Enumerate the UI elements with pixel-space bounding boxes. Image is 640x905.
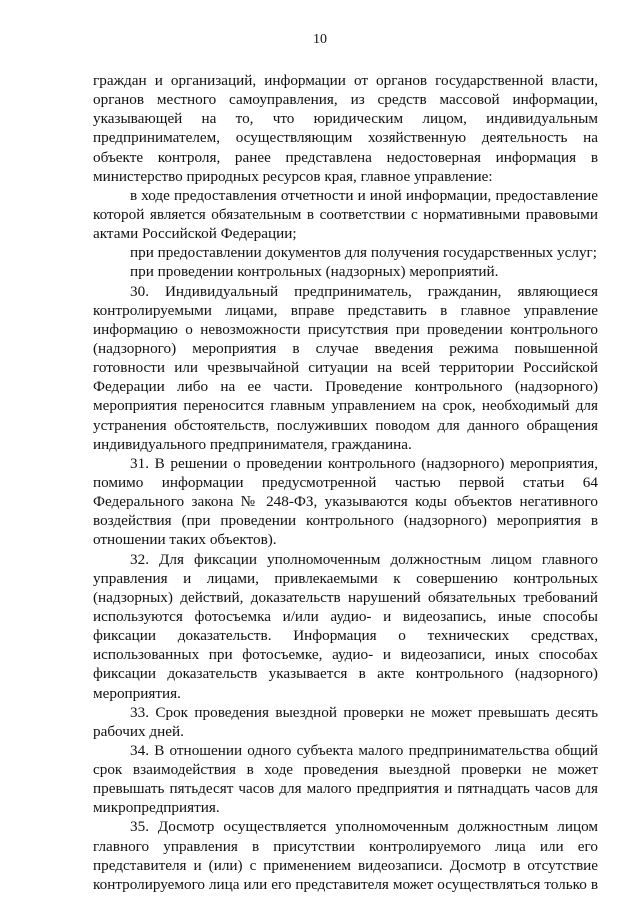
text-line: рабочих дней.	[93, 722, 184, 740]
text-line: индивидуального предпринимателя, гражданина.	[93, 435, 412, 453]
text-line: контролируемого лица или его представителя может осуществляться только в	[93, 875, 598, 893]
text-line: информацию о невозможности присутствия при проведении контрольного	[93, 320, 598, 338]
text-line: использованных при фотосъемке, аудио- и видеозаписи, иных способах	[93, 646, 598, 664]
text-line: используются фотосъемка и/или аудио- и видеозапись, иные способы	[93, 607, 598, 625]
text-line: указывающей на то, что юридическим лицом, индивидуальным	[93, 110, 598, 128]
text-line: 31. В решении о проведении контрольного (надзорного) мероприятия,	[130, 454, 598, 472]
text-line: срок взаимодействия в ходе проведения выездной проверки не может	[93, 761, 598, 779]
text-line: которой является обязательным в соответствии с нормативными правовыми	[93, 205, 598, 223]
page-number: 10	[313, 32, 327, 47]
text-line: мероприятия переносится главным управлением на срок, необходимый для	[93, 397, 598, 415]
text-line: главного управления в присутствии контролируемого лица или его	[93, 837, 598, 855]
text-line: контролируемыми лицами, вправе представить в главное управление	[93, 301, 598, 319]
text-line: Федерации либо на ее части. Проведение контрольного (надзорного)	[93, 378, 598, 396]
text-line: превышать пятьдесят часов для малого предприятия и пятнадцать часов для	[93, 780, 598, 798]
text-line: (надзорных) действий, доказательств нарушений обязательных требований	[93, 588, 598, 606]
text-line: устранения обстоятельств, послуживших поводом для данного обращения	[93, 416, 598, 434]
text-line: 30. Индивидуальный предприниматель, гражданин, являющиеся	[130, 282, 598, 300]
text-line: управления и лицами, привлекаемыми к совершению контрольных	[93, 569, 598, 587]
text-line: актами Российской Федерации;	[93, 225, 297, 243]
document-body	[93, 71, 598, 894]
text-line: 35. Досмотр осуществляется уполномоченным должностным лицом	[130, 818, 598, 836]
text-line: в ходе предоставления отчетности и иной информации, предоставление	[130, 186, 598, 204]
text-line: фиксации доказательств. Информация о технических средствах,	[93, 627, 598, 645]
text-line: фиксации доказательств указывается в акте контрольного (надзорного)	[93, 665, 598, 683]
text-line: микропредприятия.	[93, 799, 220, 817]
text-line: отношении таких объектов).	[93, 531, 277, 549]
text-line: (надзорного) мероприятия в случае введения режима повышенной	[93, 339, 598, 357]
text-line: готовности или чрезвычайной ситуации на всей территории Российской	[93, 359, 598, 377]
text-line: 33. Срок проведения выездной проверки не может превышать десять	[130, 703, 598, 721]
text-line: помимо информации предусмотренной частью первой статьи 64	[93, 473, 598, 491]
text-line: воздействия (при проведении контрольного (надзорного) мероприятия в	[93, 512, 598, 530]
text-line: 34. В отношении одного субъекта малого предпринимательства общий	[130, 741, 598, 759]
text-line: при предоставлении документов для получения государственных услуг;	[130, 244, 598, 262]
text-line: граждан и организаций, информации от органов государственной власти,	[93, 72, 598, 89]
text-line: 32. Для фиксации уполномоченным должностным лицом главного	[130, 550, 598, 568]
text-line: министерство природных ресурсов края, главное управление:	[93, 167, 493, 185]
text-line: при проведении контрольных (надзорных) мероприятий.	[130, 263, 499, 281]
text-line: мероприятия.	[93, 684, 181, 702]
text-line: Федерального закона № 248-ФЗ, указываются коды объектов негативного	[93, 493, 598, 511]
text-line: объекте контроля, ранее представлена недостоверная информация в	[93, 148, 598, 166]
text-line: предпринимателем, осуществляющим хозяйственную деятельность на	[93, 129, 598, 147]
text-line: представителя и (или) с применением видеозаписи. Досмотр в отсутствие	[93, 856, 598, 874]
text-line: органов местного самоуправления, из средств массовой информации,	[93, 91, 598, 109]
